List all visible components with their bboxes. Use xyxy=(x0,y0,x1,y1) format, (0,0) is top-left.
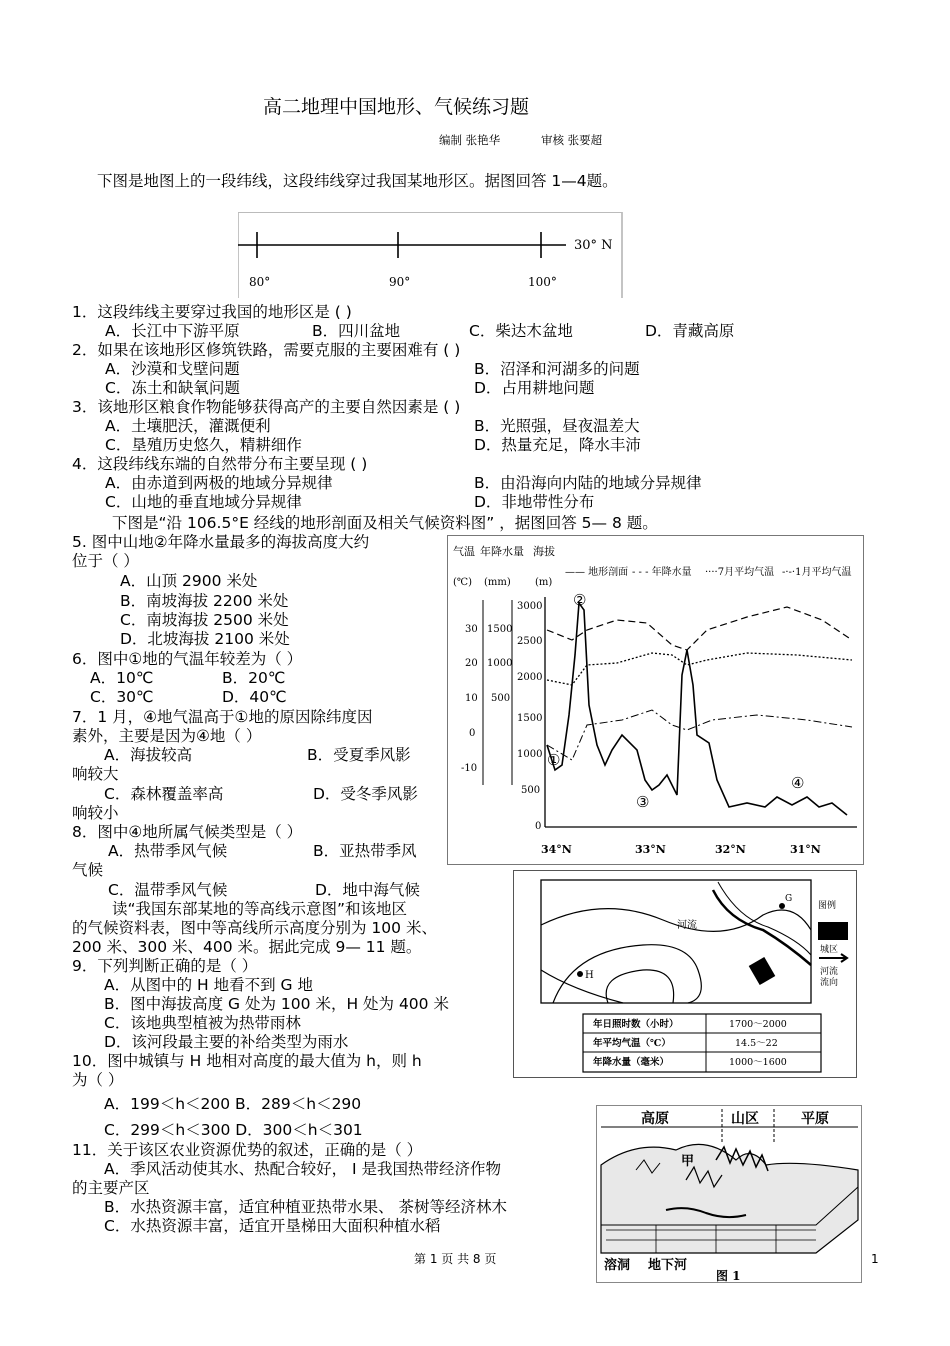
table-row-3-value: 1000～1600 xyxy=(729,1057,787,1068)
svg-text:1000: 1000 xyxy=(487,658,513,669)
svg-text:④: ④ xyxy=(791,774,805,792)
q7-stem-2: 素外，主要是因为④地（ ） xyxy=(72,727,262,745)
q3-option-c: C．垦殖历史悠久，精耕细作 xyxy=(105,436,302,454)
q11-option-b: B．水热资源丰富，适宜种植亚热带水果、 茶树等经济林木 xyxy=(104,1198,508,1216)
svg-text:H: H xyxy=(585,970,594,981)
q10-options-cd: C．299＜h＜300 D．300＜h＜301 xyxy=(104,1121,363,1139)
svg-text:34°N: 34°N xyxy=(541,843,572,856)
svg-text:G: G xyxy=(785,894,793,904)
svg-text:①: ① xyxy=(547,751,561,769)
q2-option-b: B．沼泽和河湖多的问题 xyxy=(474,360,640,378)
q9-stem: 9．下列判断正确的是（ ） xyxy=(72,957,258,975)
svg-text:31°N: 31°N xyxy=(790,843,821,856)
terrain-profile-figure xyxy=(447,535,864,865)
svg-text:1500: 1500 xyxy=(517,713,543,724)
intro-3-line-2: 的气候资料表，图中等高线所示高度分别为 100 米、 xyxy=(72,919,437,937)
q10-stem-1: 10．图中城镇与 H 地相对高度的最大值为 h，则 h xyxy=(72,1052,422,1070)
svg-text:城区: 城区 xyxy=(820,945,839,955)
q11-option-c: C．水热资源丰富，适宜开垦梯田大面积种植水稻 xyxy=(104,1217,441,1235)
q11-option-a-cont: 的主要产区 xyxy=(72,1179,150,1197)
q5-option-d: D．北坡海拔 2100 米处 xyxy=(120,630,290,648)
legend-jan: -·-·1月平均气温 xyxy=(782,567,852,578)
legend-july: ····7月平均气温 xyxy=(705,567,775,578)
svg-text:图例: 图例 xyxy=(818,901,837,911)
svg-text:10: 10 xyxy=(465,693,478,704)
svg-text:②: ② xyxy=(573,591,587,609)
svg-text:2500: 2500 xyxy=(517,636,543,647)
q6-option-d: D．40℃ xyxy=(222,688,287,706)
svg-text:33°N: 33°N xyxy=(635,843,666,856)
q4-option-c: C．山地的垂直地域分异规律 xyxy=(105,493,302,511)
q2-stem: 2．如果在该地形区修筑铁路，需要克服的主要困难有 ( ) xyxy=(72,341,461,359)
q8-option-b: B．亚热带季风 xyxy=(313,842,417,860)
unit-alt: (m) xyxy=(535,577,553,588)
contour-map-figure xyxy=(513,870,857,1078)
svg-text:-10: -10 xyxy=(461,763,478,774)
intro-1: 下图是地图上的一段纬线，这段纬线穿过我国某地形区。据图回答 1—4题。 xyxy=(97,172,618,190)
q4-option-b: B．由沿海向内陆的地域分异规律 xyxy=(474,474,702,492)
q5-stem-1: 5. 图中山地②年降水量最多的海拔高度大约 xyxy=(72,533,370,551)
svg-text:1500: 1500 xyxy=(487,624,513,635)
unit-rain: (mm) xyxy=(484,577,511,588)
header-rain: 年降水量 xyxy=(480,545,524,558)
reviewer-credit: 审核 张要超 xyxy=(541,133,603,147)
q5-option-c: C．南坡海拔 2500 米处 xyxy=(120,611,289,629)
q4-option-a: A．由赤道到两极的地域分异规律 xyxy=(105,474,333,492)
q3-option-b: B．光照强，昼夜温差大 xyxy=(474,417,640,435)
unit-temp: (℃) xyxy=(453,577,472,588)
karst-block-figure xyxy=(596,1105,862,1283)
svg-text:3000: 3000 xyxy=(517,601,543,612)
label-mountain: 山区 xyxy=(731,1111,759,1127)
q3-stem: 3．该地形区粮食作物能够获得高产的主要自然因素是 ( ) xyxy=(72,398,461,416)
table-row-3-label: 年降水量（毫米） xyxy=(593,1057,670,1068)
lon-label-80: 80° xyxy=(249,275,271,289)
q3-option-d: D．热量充足，降水丰沛 xyxy=(474,436,641,454)
q9-option-d: D．该河段最主要的补给类型为雨水 xyxy=(104,1033,349,1051)
svg-text:32°N: 32°N xyxy=(715,843,746,856)
q1-option-b: B．四川盆地 xyxy=(312,322,401,340)
q4-option-d: D．非地带性分布 xyxy=(474,493,595,511)
q11-stem: 11．关于该区农业资源优势的叙述，正确的是（ ） xyxy=(72,1141,423,1159)
figure-caption: 图 1 xyxy=(716,1269,741,1283)
legend-rain: - - - 年降水量 xyxy=(632,567,692,578)
q6-option-b: B．20℃ xyxy=(222,669,286,687)
page-number: 1 xyxy=(871,1252,879,1266)
intro-3-line-1: 读“我国东部某地的等高线示意图”和该地区 xyxy=(112,900,408,918)
q1-option-d: D．青藏高原 xyxy=(645,322,735,340)
svg-text:0: 0 xyxy=(469,728,476,739)
q9-option-b: B．图中海拔高度 G 处为 100 米，H 处为 400 米 xyxy=(104,995,449,1013)
svg-text:20: 20 xyxy=(465,658,478,669)
label-underground-river: 地下河 xyxy=(648,1258,688,1273)
q2-option-d: D．占用耕地问题 xyxy=(474,379,595,397)
q6-option-c: C．30℃ xyxy=(90,688,154,706)
q2-option-a: A．沙漠和戈壁问题 xyxy=(105,360,240,378)
q1-option-c: C．柴达木盆地 xyxy=(469,322,573,340)
svg-text:③: ③ xyxy=(636,793,650,811)
label-jia: 甲 xyxy=(681,1154,695,1169)
svg-text:2000: 2000 xyxy=(517,672,543,683)
label-plateau: 高原 xyxy=(641,1111,669,1127)
q9-option-c: C．该地典型植被为热带雨林 xyxy=(104,1014,301,1032)
intro-3-line-3: 200 米、300 米、400 米。据此完成 9— 11 题。 xyxy=(72,938,422,956)
svg-text:1000: 1000 xyxy=(517,749,543,760)
q6-option-a: A．10℃ xyxy=(90,669,154,687)
svg-text:30: 30 xyxy=(465,624,478,635)
svg-text:河流: 河流 xyxy=(820,967,839,977)
intro-2: 下图是“沿 106.5°E 经线的地形剖面及相关气候资料图” ，据图回答 5— 8 题。 xyxy=(112,514,658,532)
q5-option-b: B．南坡海拔 2200 米处 xyxy=(120,592,289,610)
q4-stem: 4．这段纬线东端的自然带分布主要呈现 ( ) xyxy=(72,455,368,473)
page-title: 高二地理中国地形、气候练习题 xyxy=(263,96,530,118)
label-cave: 溶洞 xyxy=(604,1258,631,1273)
q10-stem-2: 为（ ） xyxy=(72,1071,124,1089)
q5-stem-2: 位于（ ） xyxy=(72,552,139,570)
q6-stem: 6．图中①地的气温年较差为（ ） xyxy=(72,650,303,668)
legend-terrain: —— 地形剖面 xyxy=(565,567,629,578)
table-row-2-label: 年平均气温（℃） xyxy=(593,1038,671,1049)
lon-label-100: 100° xyxy=(528,275,557,289)
q7-option-b-cont: 响较大 xyxy=(72,765,119,783)
q8-stem: 8．图中④地所属气候类型是（ ） xyxy=(72,823,303,841)
q7-option-d: D．受冬季风影 xyxy=(313,785,418,803)
lon-label-90: 90° xyxy=(389,275,411,289)
svg-text:0: 0 xyxy=(535,821,542,832)
legend-city-swatch xyxy=(818,922,848,940)
q8-option-b-cont: 气候 xyxy=(72,861,104,879)
lat-label: 30° N xyxy=(574,238,613,253)
svg-text:流向: 流向 xyxy=(820,978,839,988)
label-plain: 平原 xyxy=(801,1111,829,1127)
q1-option-a: A．长江中下游平原 xyxy=(105,322,240,340)
q8-option-c: C．温带季风气候 xyxy=(108,881,228,899)
q7-stem-1: 7．1 月，④地气温高于①地的原因除纬度因 xyxy=(72,708,373,726)
latitude-figure xyxy=(238,212,624,298)
svg-text:500: 500 xyxy=(491,693,511,704)
q10-options-ab: A．199＜h＜200 B．289＜h＜290 xyxy=(104,1095,362,1113)
table-row-1-label: 年日照时数（小时） xyxy=(593,1019,679,1030)
table-row-1-value: 1700～2000 xyxy=(729,1019,787,1030)
editor-credit: 编制 张艳华 xyxy=(439,133,501,147)
q1-stem: 1．这段纬线主要穿过我国的地形区是 ( ) xyxy=(72,303,352,321)
q2-option-c: C．冻土和缺氧问题 xyxy=(105,379,240,397)
q5-option-a: A．山顶 2900 米处 xyxy=(120,572,258,590)
q8-option-d: D．地中海气候 xyxy=(315,881,420,899)
q7-option-c: C．森林覆盖率高 xyxy=(104,785,224,803)
q11-option-a: A．季风活动使其水、热配合较好， I 是我国热带经济作物 xyxy=(104,1160,502,1178)
q7-option-b: B．受夏季风影 xyxy=(307,746,411,764)
q7-option-d-cont: 响较小 xyxy=(72,804,119,822)
page-footer: 第 1 页 共 8 页 xyxy=(414,1252,497,1266)
header-temp: 气温 xyxy=(453,545,475,558)
header-alt: 海拔 xyxy=(533,545,555,558)
q3-option-a: A．土壤肥沃，灌溉便利 xyxy=(105,417,271,435)
q7-option-a: A．海拔较高 xyxy=(104,746,193,764)
table-row-2-value: 14.5～22 xyxy=(735,1038,778,1049)
svg-text:500: 500 xyxy=(521,785,541,796)
river-label: 河流 xyxy=(677,920,697,931)
q8-option-a: A．热带季风气候 xyxy=(108,842,228,860)
point-h xyxy=(577,971,583,977)
q9-option-a: A．从图中的 H 地看不到 G 地 xyxy=(104,976,313,994)
